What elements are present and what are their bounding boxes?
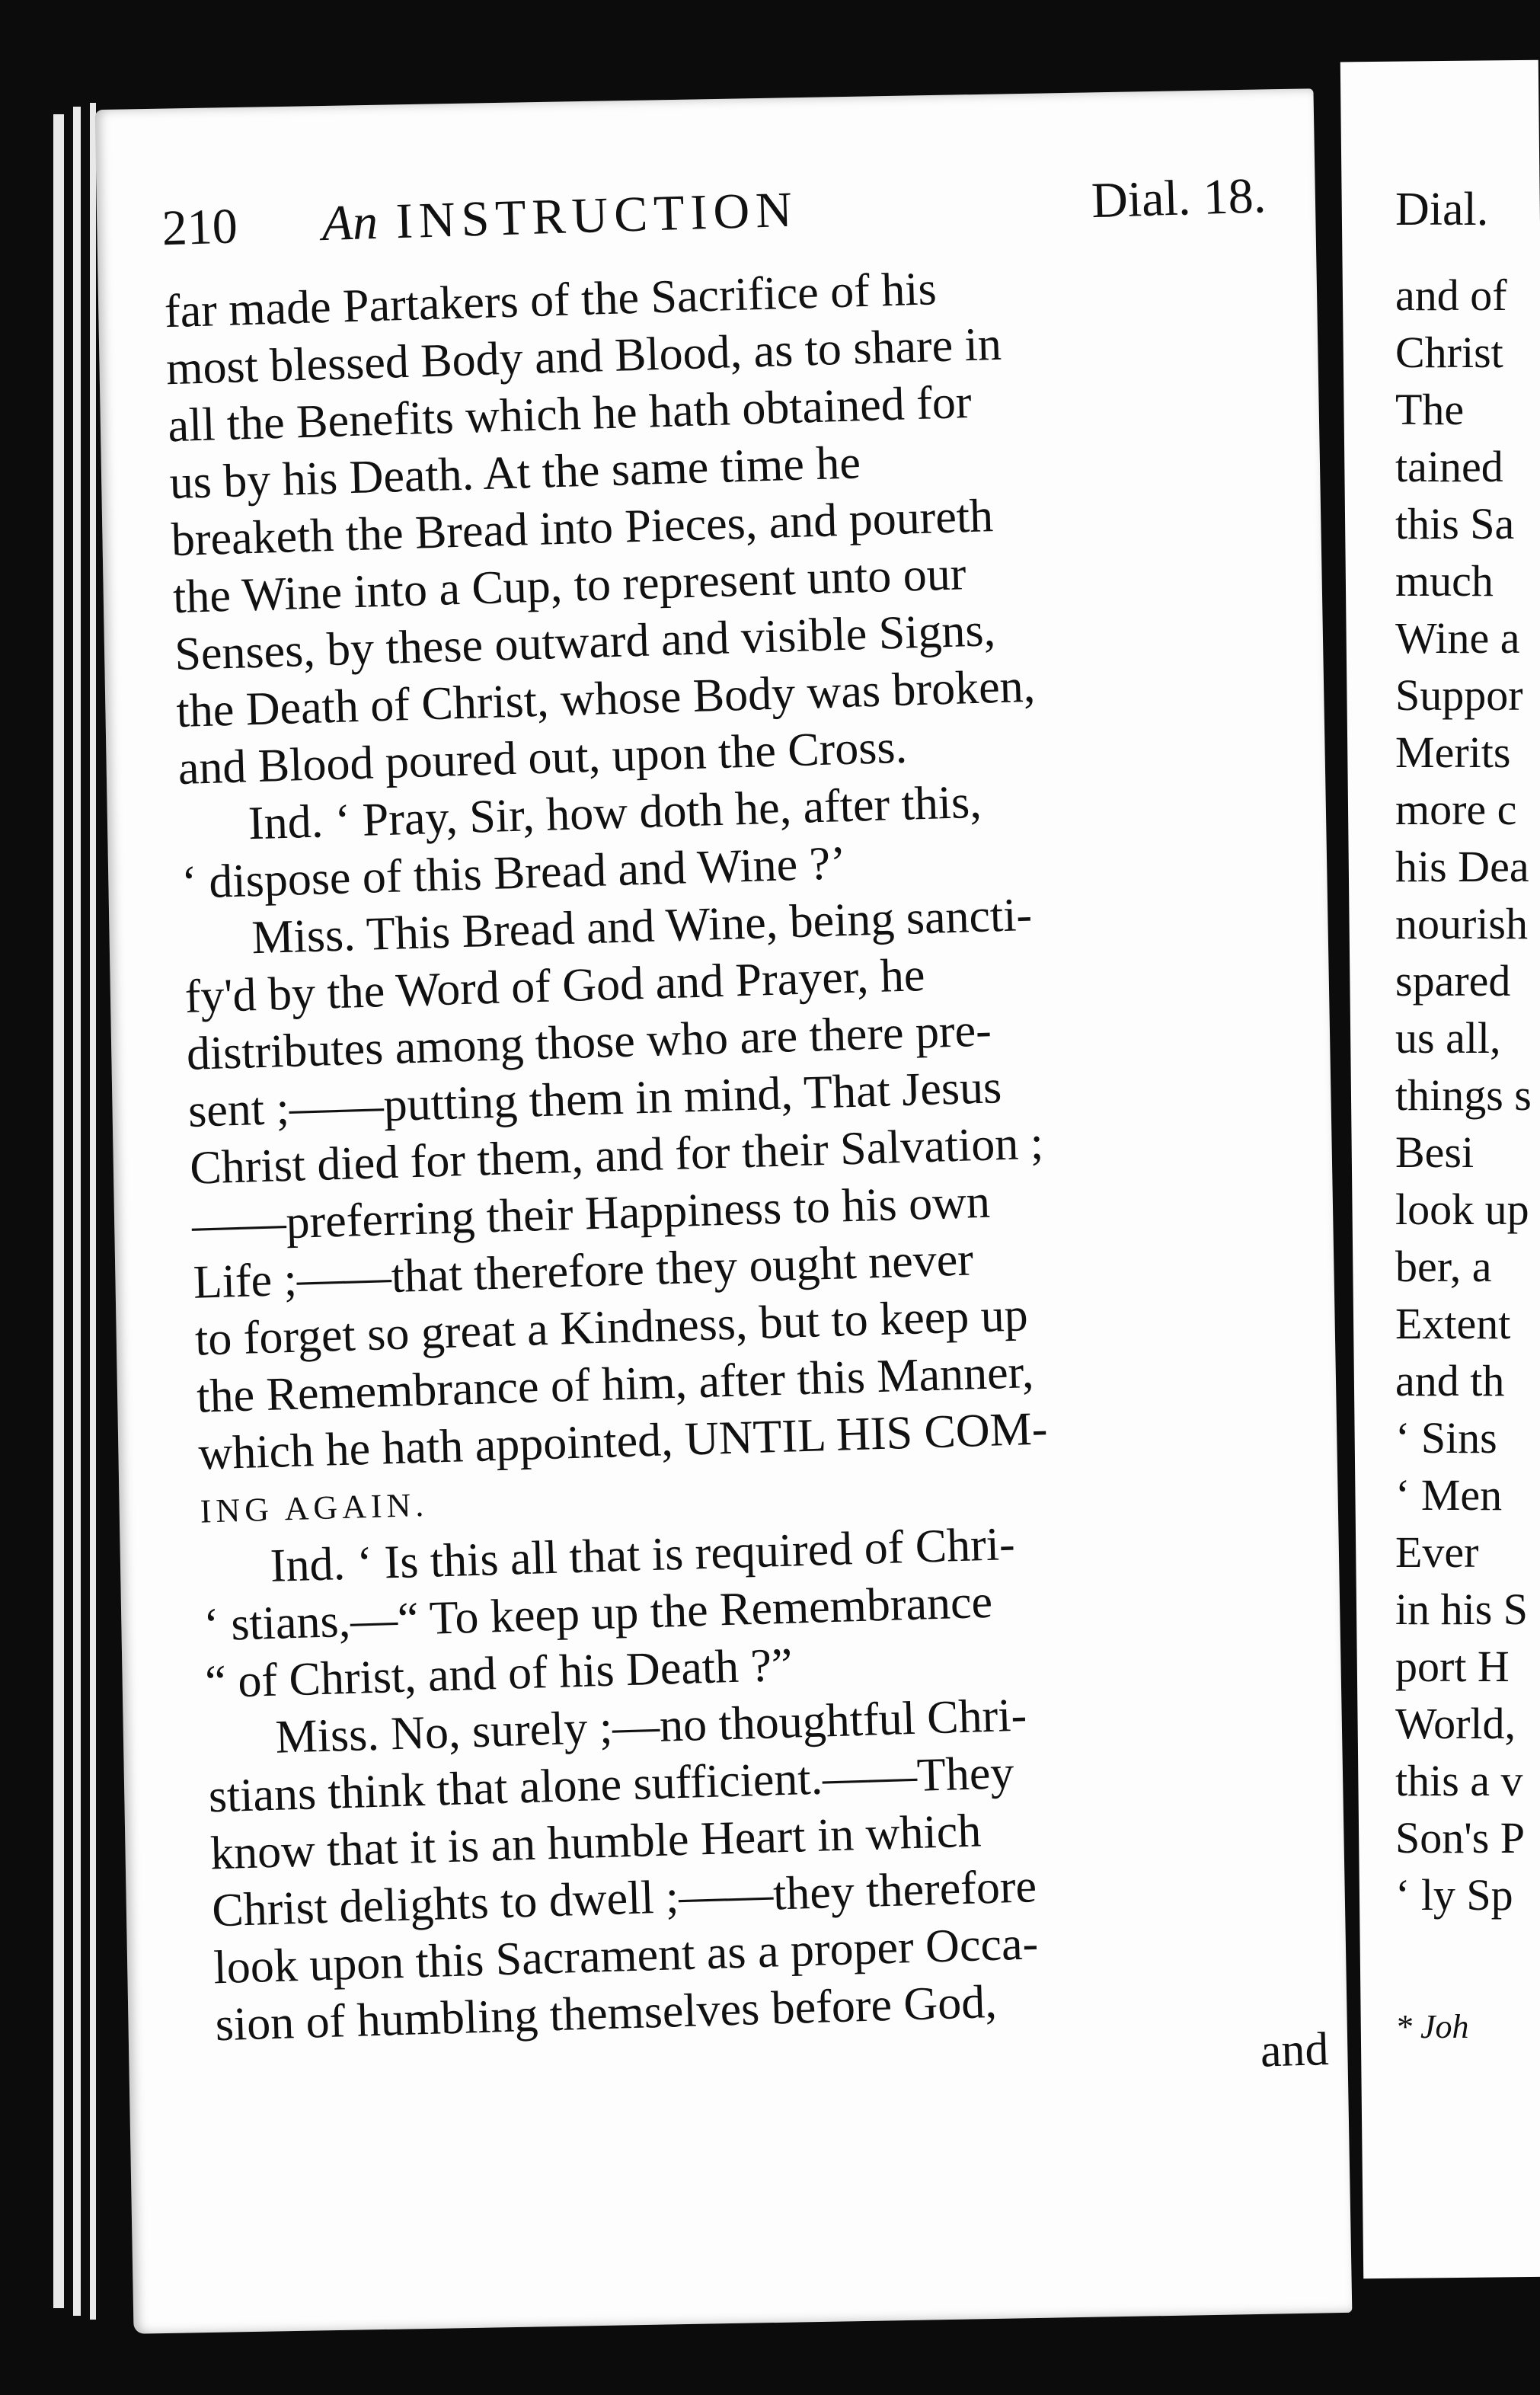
- left-page-text: [161, 167, 1337, 2081]
- text-line: and Blood poured out, upon the Cross.: [177, 721, 908, 795]
- right-text-line: and th: [1395, 1356, 1505, 1405]
- right-text-line: his Dea: [1395, 842, 1529, 891]
- text-line: “ of Christ, and of his Death ?”: [204, 1639, 794, 1709]
- right-text-line: Son's P: [1395, 1813, 1526, 1863]
- body-text: [164, 251, 1335, 2054]
- text-line: stians think that alone sufficient.——They: [207, 1747, 1015, 1823]
- right-text-line: Christ: [1395, 328, 1503, 377]
- text-line: Life ;——that therefore they ought never: [192, 1233, 974, 1309]
- running-title-article: An: [321, 193, 379, 252]
- text-line: ‘ dispose of this Bread and Wine ?’: [181, 837, 847, 909]
- right-text-line: Ever: [1395, 1527, 1479, 1577]
- text-line: Christ delights to dwell ;——they therefore: [211, 1860, 1037, 1937]
- right-text-line: tained: [1395, 442, 1503, 491]
- text-line: which he hath appointed, UNTIL HIS COM-: [197, 1402, 1049, 1480]
- page-stack-edge: [90, 103, 96, 2320]
- right-text-line: look up: [1395, 1185, 1529, 1234]
- right-text-line: more c: [1395, 785, 1517, 834]
- text-line: fy'd by the Word of God and Prayer, he: [184, 949, 926, 1023]
- right-text-line: ber, a: [1395, 1242, 1492, 1291]
- text-line: all the Benefits which he hath obtained for: [167, 376, 973, 452]
- text-line: Miss. No, surely ;—no thoughtful Chri-: [274, 1689, 1028, 1763]
- text-line: Miss. This Bread and Wine, being sancti-: [251, 888, 1033, 964]
- right-text-line: port H: [1395, 1642, 1510, 1691]
- text-line: Ind. ‘ Is this all that is required of Chri-: [269, 1517, 1016, 1592]
- right-text-line: us all,: [1395, 1013, 1501, 1063]
- right-text-line: spared: [1395, 956, 1511, 1006]
- running-title-text: INSTRUCTION: [395, 181, 799, 250]
- text-line: ——preferring their Happiness to his own: [190, 1175, 991, 1252]
- right-text-line: this Sa: [1395, 499, 1515, 548]
- text-line: ING AGAIN.: [200, 1485, 429, 1530]
- text-line: distributes among those who are there pre-: [185, 1004, 992, 1080]
- right-text-line: Besi: [1395, 1127, 1475, 1177]
- right-text-line: in his S: [1395, 1584, 1529, 1634]
- right-page-text: [1395, 183, 1540, 2046]
- dialogue-number: Dial. 18.: [1091, 168, 1267, 229]
- right-text-line: Merits: [1395, 727, 1511, 777]
- right-running-header: Dial.: [1395, 184, 1489, 235]
- right-text-line: this a v: [1395, 1756, 1523, 1805]
- text-line: sion of humbling themselves before God,: [214, 1975, 998, 2051]
- text-line: the Remembrance of him, after this Manner,: [196, 1346, 1035, 1423]
- catchword: and: [1259, 2022, 1330, 2077]
- text-line: us by his Death. At the same time he: [168, 436, 861, 510]
- text-line: know that it is an humble Heart in which: [209, 1805, 982, 1880]
- right-text-line: ‘ Men: [1395, 1470, 1503, 1520]
- page-stack-edge: [73, 107, 81, 2316]
- text-line: Ind. ‘ Pray, Sir, how doth he, after this,: [248, 775, 982, 850]
- right-text-line: World,: [1395, 1699, 1516, 1748]
- text-line: the Death of Christ, whose Body was broken,: [175, 660, 1037, 738]
- text-line: far made Partakers of the Sacrifice of his: [164, 263, 938, 338]
- text-line: most blessed Body and Blood, as to share in: [165, 318, 1002, 395]
- text-line: to forget so great a Kindness, but to keep up: [194, 1289, 1029, 1366]
- page-stack-edge: [53, 114, 64, 2308]
- right-text-line: ‘ Sins: [1395, 1413, 1497, 1463]
- text-line: Senses, by these outward and visible Signs,: [174, 604, 996, 681]
- right-body-text: [1395, 267, 1540, 1923]
- text-line: Christ died for them, and for their Salvation ;: [189, 1117, 1044, 1194]
- right-text-line: Suppor: [1395, 670, 1523, 720]
- right-text-line: nourish: [1395, 899, 1528, 948]
- text-line: ‘ stians,—“ To keep up the Remembrance: [203, 1575, 993, 1652]
- text-line: breaketh the Bread into Pieces, and poureth: [170, 490, 994, 567]
- right-text-line: The: [1395, 385, 1465, 434]
- right-footnote: * Joh: [1395, 2008, 1469, 2045]
- right-text-line: Extent: [1395, 1299, 1511, 1348]
- right-text-line: things s: [1395, 1070, 1532, 1120]
- right-text-line: and of: [1395, 270, 1507, 320]
- right-text-line: much: [1395, 556, 1494, 606]
- text-line: sent ;——putting them in mind, That Jesus: [187, 1061, 1003, 1137]
- text-line: look upon this Sacrament as a proper Occa-: [212, 1917, 1040, 1994]
- right-text-line: Wine a: [1395, 613, 1520, 663]
- page-number: 210: [161, 198, 238, 257]
- text-line: the Wine into a Cup, to represent unto our: [172, 548, 967, 624]
- right-text-line: ‘ ly Sp: [1395, 1870, 1513, 1920]
